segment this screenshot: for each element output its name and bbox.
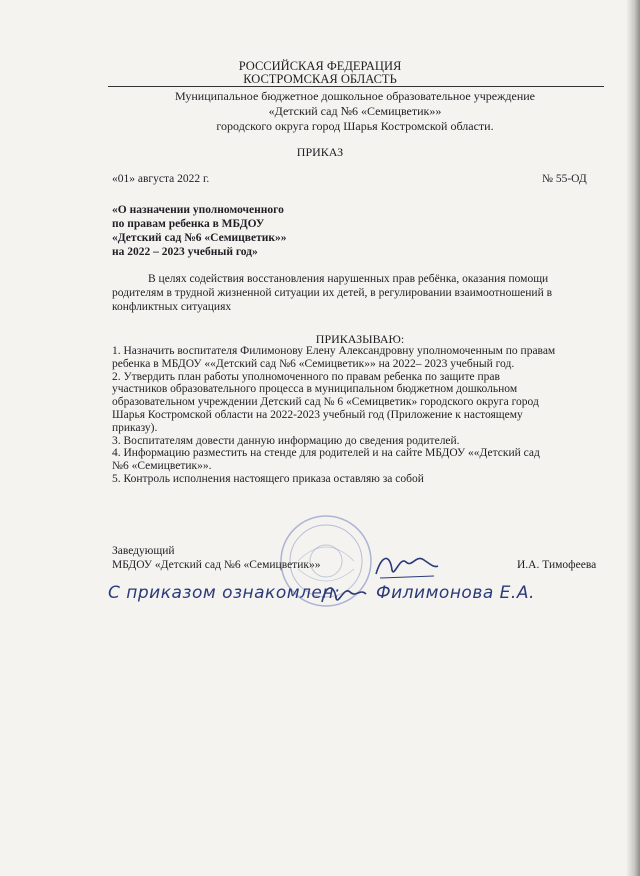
order-items — [112, 345, 608, 486]
signature-position-1: Заведующий — [112, 545, 175, 557]
order-item-3 — [112, 435, 608, 448]
subject-line-2: по правам ребенка в МБДОУ — [112, 218, 265, 230]
head-signature — [372, 548, 442, 582]
acknowledgement-name: Филимонова Е.А. — [376, 583, 535, 603]
order-item-2 — [112, 371, 608, 435]
preamble-line-1: В целях содействия восстановления нарушенных прав ребёнка, оказания помощи — [148, 273, 549, 285]
country-heading: РОССИЙСКАЯ ФЕДЕРАЦИЯ — [238, 59, 402, 73]
employee-signature — [318, 580, 370, 610]
subject-line-3: «Детский сад №6 «Семицветик»» — [112, 232, 287, 244]
item-line: образовательном учреждении Детский сад № 6 «Семицветик» городского округа город — [112, 396, 539, 409]
item-line: 4. Информацию разместить на стенде для родителей и на сайте МБДОУ ««Детский сад — [112, 447, 540, 460]
item-line: участников образовательного процесса в муниципальном бюджетном дошкольном — [112, 383, 518, 396]
order-word: ПРИКАЗЫВАЮ: — [315, 332, 405, 346]
scan-edge-shadow — [626, 0, 640, 876]
org-line-2: «Детский сад №6 «Семицветик»» — [268, 104, 442, 118]
order-item-5 — [112, 473, 608, 486]
doc-date: «01» августа 2022 г. — [112, 173, 210, 185]
item-line: №6 «Семицветик»». — [112, 460, 212, 473]
item-line: приказу). — [112, 421, 158, 434]
signature-position-2: МБДОУ «Детский сад №6 «Семицветик»» — [112, 559, 321, 571]
doc-number: № 55-ОД — [542, 173, 587, 185]
item-line: ребенка в МБДОУ ««Детский сад №6 «Семицветик»» на 2022– 2023 учебный год. — [112, 357, 515, 370]
order-item-1 — [112, 345, 608, 371]
item-line: 2. Утвердить план работы уполномоченного по правам ребенка по защите прав — [112, 370, 500, 383]
item-line: 5. Контроль исполнения настоящего приказа оставляю за собой — [112, 472, 424, 485]
signature-name: И.А. Тимофеева — [517, 559, 597, 571]
preamble-line-2: родителям в трудной жизненной ситуации их детей, в регулировании взаимоотношений в — [112, 287, 553, 299]
acknowledgement-text: С приказом ознакомлен: — [108, 583, 341, 603]
org-line-3: городского округа город Шарья Костромской области. — [216, 119, 494, 133]
subject-line-1: «О назначении уполномоченного — [112, 204, 284, 216]
subject-line-4: на 2022 – 2023 учебный год» — [112, 246, 258, 258]
item-line: 3. Воспитателям довести данную информацию до сведения родителей. — [112, 434, 460, 447]
doc-type: ПРИКАЗ — [296, 145, 344, 159]
region-heading: КОСТРОМСКАЯ ОБЛАСТЬ — [243, 72, 397, 86]
preamble-line-3: конфликтных ситуациях — [112, 301, 232, 313]
header-divider — [108, 86, 604, 87]
item-line: Шарья Костромской области на 2022-2023 учебный год (Приложение к настоящему — [112, 408, 523, 421]
org-line-1: Муниципальное бюджетное дошкольное образовательное учреждение — [175, 89, 535, 103]
order-item-4 — [112, 447, 608, 473]
item-line: 1. Назначить воспитателя Филимонову Елену Александровну уполномоченным по правам — [112, 345, 556, 357]
